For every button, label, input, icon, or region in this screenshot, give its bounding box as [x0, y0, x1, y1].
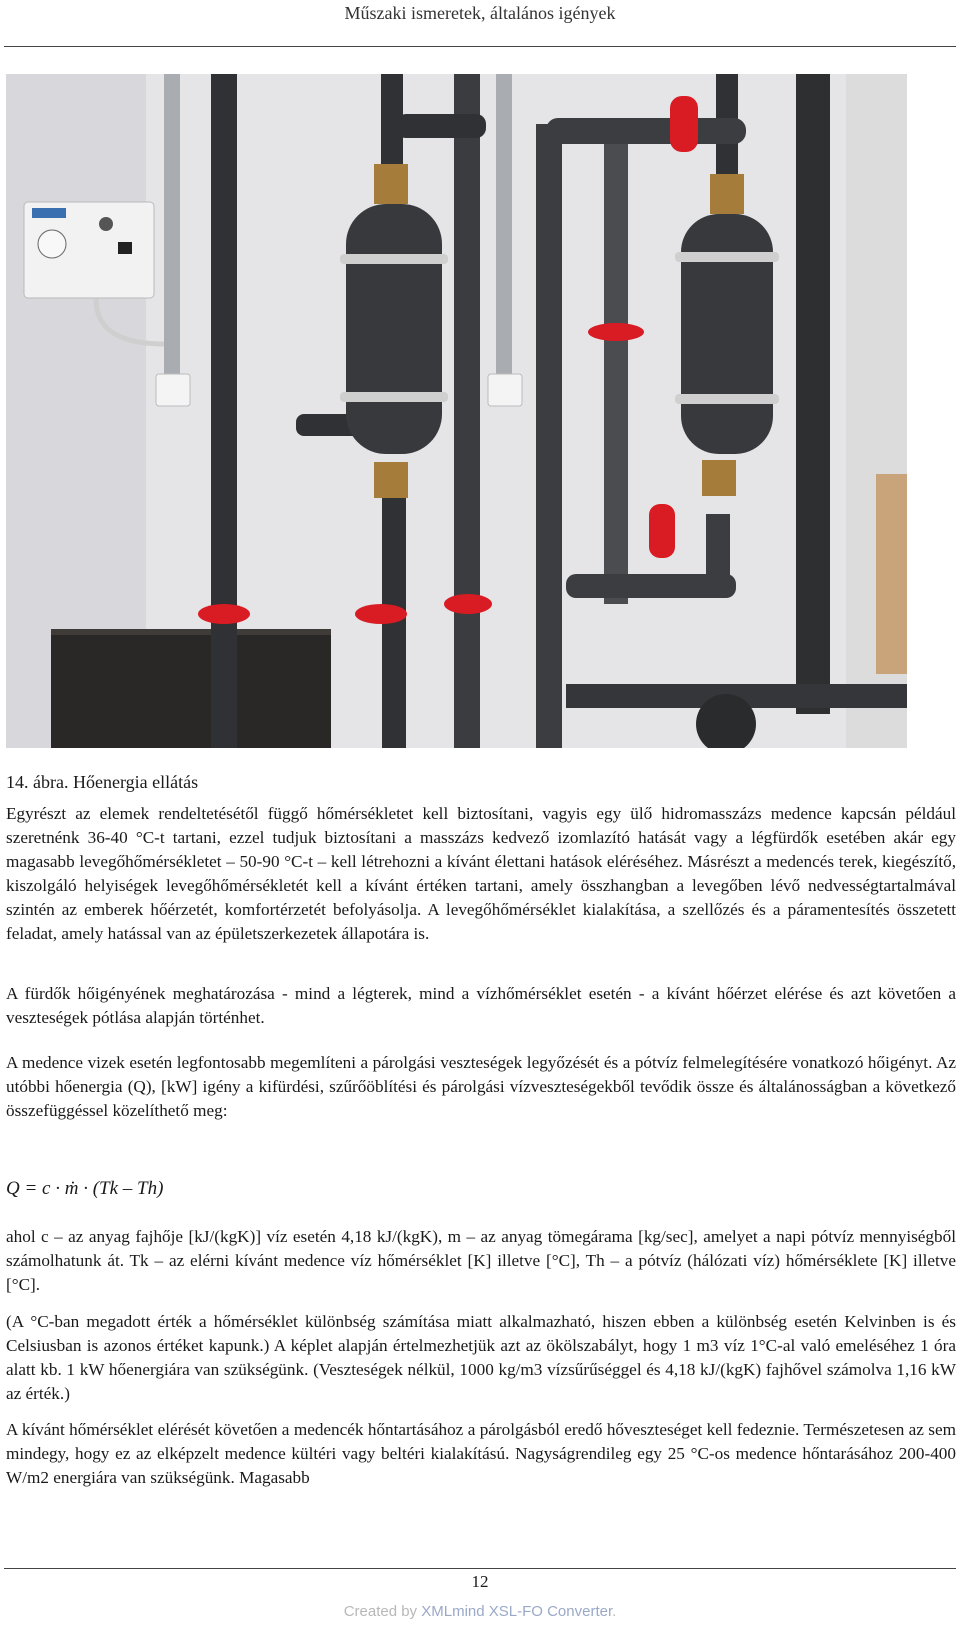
generator-suffix: .	[612, 1603, 617, 1620]
paragraph-heat-demand: Egyrészt az elemek rendeltetésétől függő hőmérsékletet kell biztosítani, vagyis egy ülő hidromasszázs medence kapcsán például szeretnénk 36-40 °C-t tartani, ezzel tudjuk biztosítani a masszázs kedvező izomlazító hatását vagy a légfürdők esetében akár egy magasabb levegőhőmérsékletet – 50-90 °C-t – kell létrehozni a kívánt élettani hatások eléréséhez. Másrészt a medencés terek, kiegészítő, kiszolgáló helyiségek levegőhőmérsékletét kell a kívánt értéken tartani, amely összhangban a levegőben lévő nedvességtartalmával szintén az emberek hőérzetét, komfortérzetét befolyásolja. A levegőhőmérséklet kialakítása, a szellőzés és a páramentesítés összetett feladat, amely hatással van az épületszerkezetek állapotára is.	[6, 804, 956, 943]
figure-caption: 14. ábra. Hőenergia ellátás	[6, 772, 199, 792]
generator-credit	[0, 1603, 960, 1620]
footer-divider	[4, 1568, 956, 1569]
heat-formula: Q = c · ṁ · (Tk – Th)	[6, 1178, 164, 1199]
paragraph-bath-heat-requirement: A fürdők hőigényének meghatározása - mind a légterek, mind a vízhőmérséklet esetén - a kívánt hőérzet elérése és azt követően a veszteségek pótlása alapján történhet.	[6, 984, 956, 1027]
generator-brand-link[interactable]: XMLmind XSL-FO Converter	[421, 1603, 613, 1620]
page-header-title: Műszaki ismeretek, általános igények	[344, 3, 616, 23]
header-divider	[4, 46, 956, 47]
generator-prefix: Created by	[343, 1603, 422, 1620]
paragraph-variables: ahol c – az anyag fajhője [kJ/(kgK)] víz esetén 4,18 kJ/(kgK), m – az anyag tömegárama [kg/sec], amelyet a napi pótvíz mennyiségből számolhatunk át. Tk – az elérni kívánt medence víz hőmérséklet [K] illetve [°C], Th – a pótvíz (hálózati víz) hőmérséklete [K] illetve [°C].	[6, 1227, 956, 1294]
heating-equipment-photo	[6, 74, 907, 748]
paragraph-heat-maintenance: A kívánt hőmérséklet elérését követően a medencék hőntartásához a párolgásból eredő hőveszteséget kell fedeznie. Természetesen az sem mindegy, hogy ez az elképzelt medence kültéri vagy beltéri kialakítású. Nagyságrendileg egy 25 °C-os medence hőntarásához 200-400 W/m2 energiára van szükségünk. Magasabb	[6, 1420, 956, 1487]
paragraph-pool-water: A medence vizek esetén legfontosabb megemlíteni a párolgási veszteségek legyőzését és a pótvíz felmelegítésére vonatkozó hőigényt. Az utóbbi hőenergia (Q), [kW] igény a kifürdési, szűrőöblítési és párolgási vízveszteségekből tevődik össze és általánosságban a következő összefüggéssel közelíthető meg:	[6, 1053, 956, 1120]
page-number: 12	[471, 1572, 489, 1591]
paragraph-rule-of-thumb: (A °C-ban megadott érték a hőmérséklet különbség számítása miatt alkalmazható, hiszen ebben a különbség esetén Kelvinben is és Celsiusban is azonos értéket kapunk.) A képlet alapján értelmezhetjük azt az ökölszabályt, hogy 1 m3 víz 1°C-al való emeléséhez 1 óra alatt kb. 1 kW hőenergiára van szükségünk. (Veszteségek nélkül, 1000 kg/m3 vízsűrűséggel és 4,18 kJ/(kgK) fajhővel számolva 1,16 kW az érték.)	[6, 1312, 956, 1403]
